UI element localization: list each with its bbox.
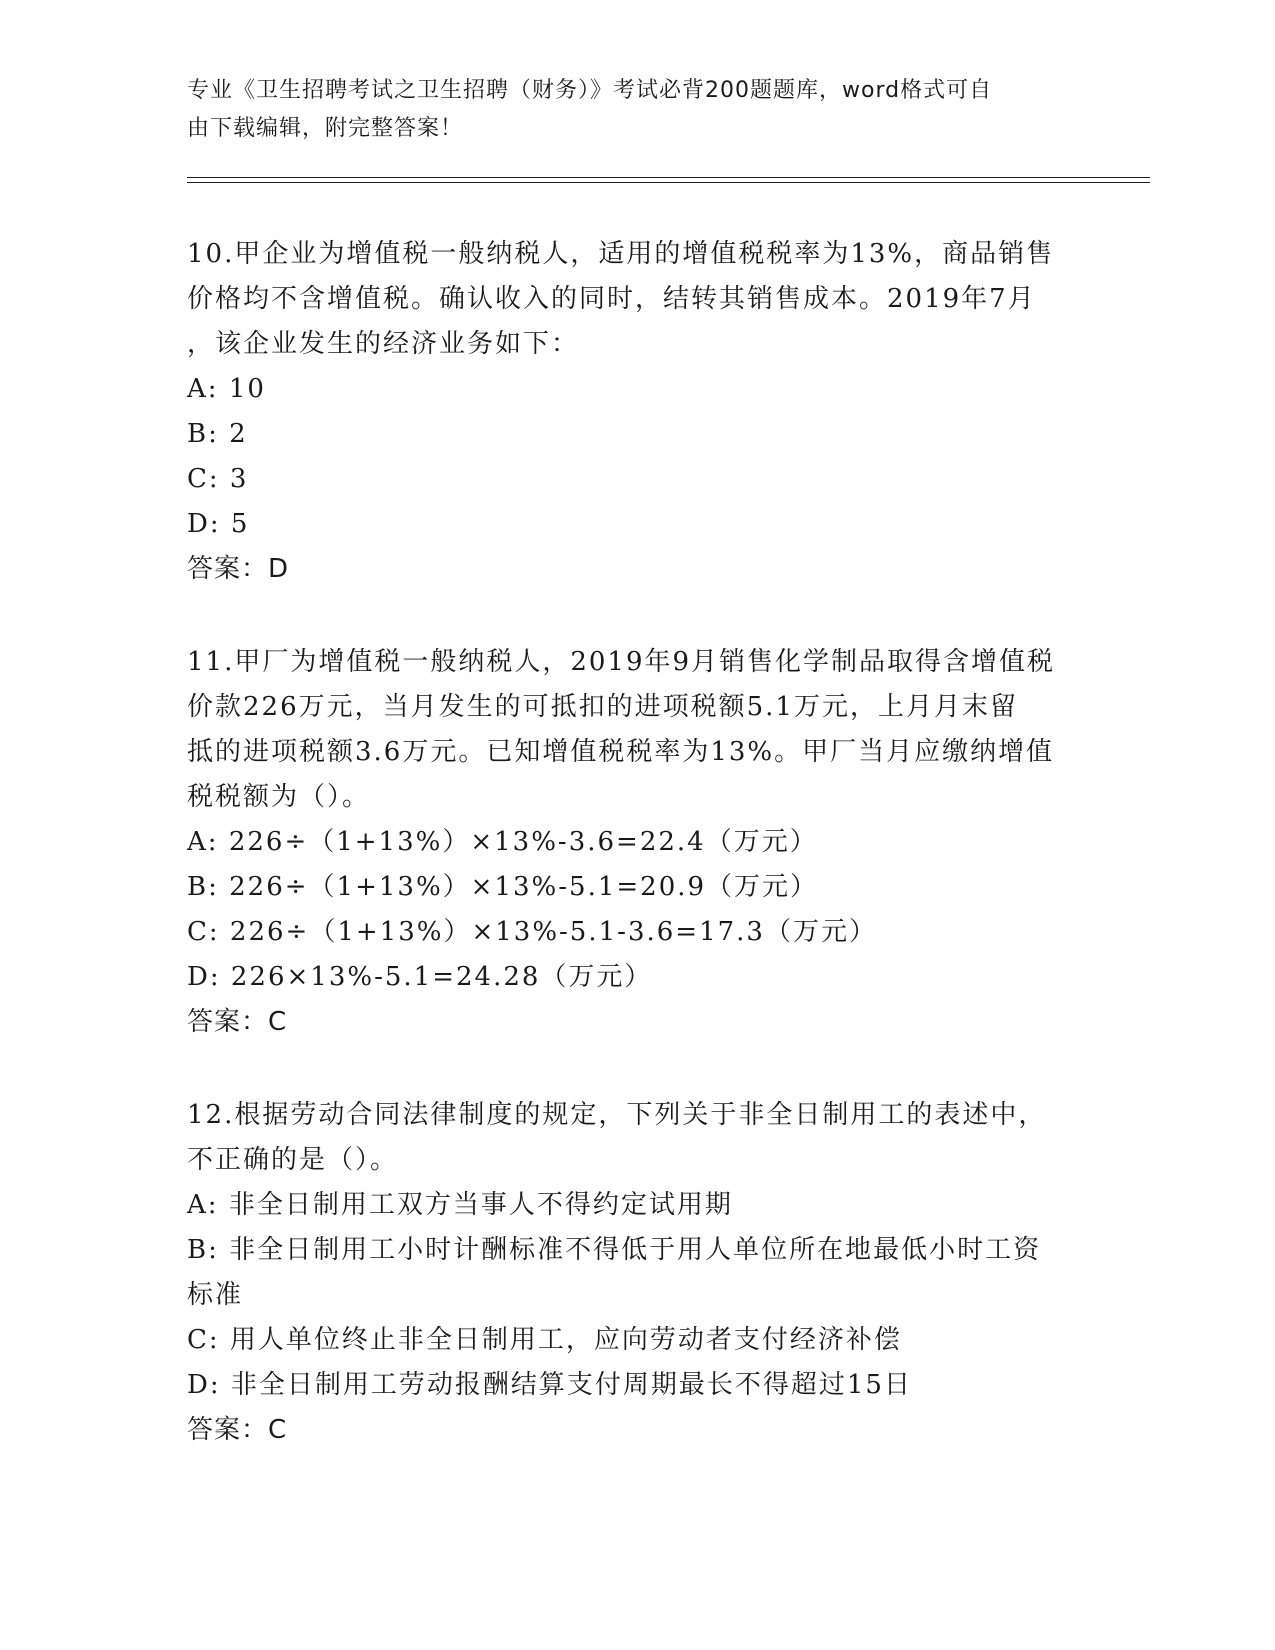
answer-label: 答案：C	[187, 1007, 288, 1037]
question-text-line: 11.甲厂为增值税一般纳税人，2019年9月销售化学制品取得含增值税	[187, 647, 1056, 677]
option-key: B:	[187, 1235, 219, 1265]
option-text: 非全日制用工小时计酬标准不得低于用人单位所在地最低小时工资	[229, 1235, 1042, 1265]
option-a	[187, 820, 1077, 865]
answer-label: 答案：D	[187, 554, 290, 584]
header-divider-top	[187, 177, 1150, 178]
option-text: 10	[228, 374, 266, 404]
question-10	[187, 232, 1077, 592]
question-text-line: 抵的进项税额3.6万元。已知增值税税率为13%。甲厂当月应缴纳增值	[187, 737, 1055, 767]
option-text: 226÷（1+13%）×13%-5.1-3.6=17.3（万元）	[229, 917, 877, 947]
option-text: 非全日制用工双方当事人不得约定试用期	[228, 1190, 733, 1220]
option-key: D:	[187, 509, 221, 539]
header-line-2: 由下载编辑，附完整答案！	[187, 116, 464, 141]
option-key: C:	[187, 1325, 220, 1355]
question-11	[187, 640, 1077, 1045]
question-text-line: 价款226万元，当月发生的可抵扣的进项税额5.1万元，上月月末留	[187, 692, 1018, 722]
question-text-line: 12.根据劳动合同法律制度的规定，下列关于非全日制用工的表述中，	[187, 1100, 1047, 1130]
option-b	[187, 865, 1077, 910]
option-key: A:	[187, 374, 219, 404]
question-text-line: 价格均不含增值税。确认收入的同时，结转其销售成本。2019年7月	[187, 284, 1036, 314]
option-c	[187, 1318, 1077, 1363]
option-text: 2	[229, 419, 248, 449]
option-d	[187, 1363, 1077, 1408]
option-a	[187, 367, 1077, 412]
question-12	[187, 1093, 1077, 1453]
option-text: 用人单位终止非全日制用工，应向劳动者支付经济补偿	[229, 1325, 902, 1355]
option-a	[187, 1183, 1077, 1228]
option-c	[187, 457, 1077, 502]
option-text: 226÷（1+13%）×13%-5.1=20.9（万元）	[229, 872, 819, 902]
option-b	[187, 1228, 1077, 1273]
option-key: A:	[187, 827, 219, 857]
option-b	[187, 412, 1077, 457]
header-divider-bottom	[187, 182, 1150, 183]
option-c	[187, 910, 1077, 955]
option-d	[187, 502, 1077, 547]
document-header	[187, 72, 1087, 148]
option-key: C:	[187, 464, 220, 494]
option-text: 标准	[187, 1280, 244, 1310]
option-key: A:	[187, 1190, 219, 1220]
option-text: 226÷（1+13%）×13%-3.6=22.4（万元）	[228, 827, 818, 857]
option-text: 226×13%-5.1=24.28（万元）	[230, 962, 653, 992]
header-line-1: 专业《卫生招聘考试之卫生招聘（财务）》考试必背200题题库，word格式可自	[187, 78, 993, 103]
answer-label: 答案：C	[187, 1415, 288, 1445]
option-text: 5	[230, 509, 250, 539]
question-text-line: 不正确的是（）。	[187, 1145, 399, 1175]
option-key: D:	[187, 962, 221, 992]
option-key: B:	[187, 419, 219, 449]
question-text-line: 税税额为（）。	[187, 782, 371, 812]
option-key: C:	[187, 917, 220, 947]
option-key: B:	[187, 872, 219, 902]
question-text-line: ，该企业发生的经济业务如下：	[187, 329, 580, 359]
option-key: D:	[187, 1370, 221, 1400]
option-text: 3	[229, 464, 249, 494]
option-b-continued	[187, 1273, 1077, 1318]
option-text: 非全日制用工劳动报酬结算支付周期最长不得超过15日	[230, 1370, 912, 1400]
option-d	[187, 955, 1077, 1000]
question-text-line: 10.甲企业为增值税一般纳税人，适用的增值税税率为13%，商品销售	[187, 239, 1055, 269]
